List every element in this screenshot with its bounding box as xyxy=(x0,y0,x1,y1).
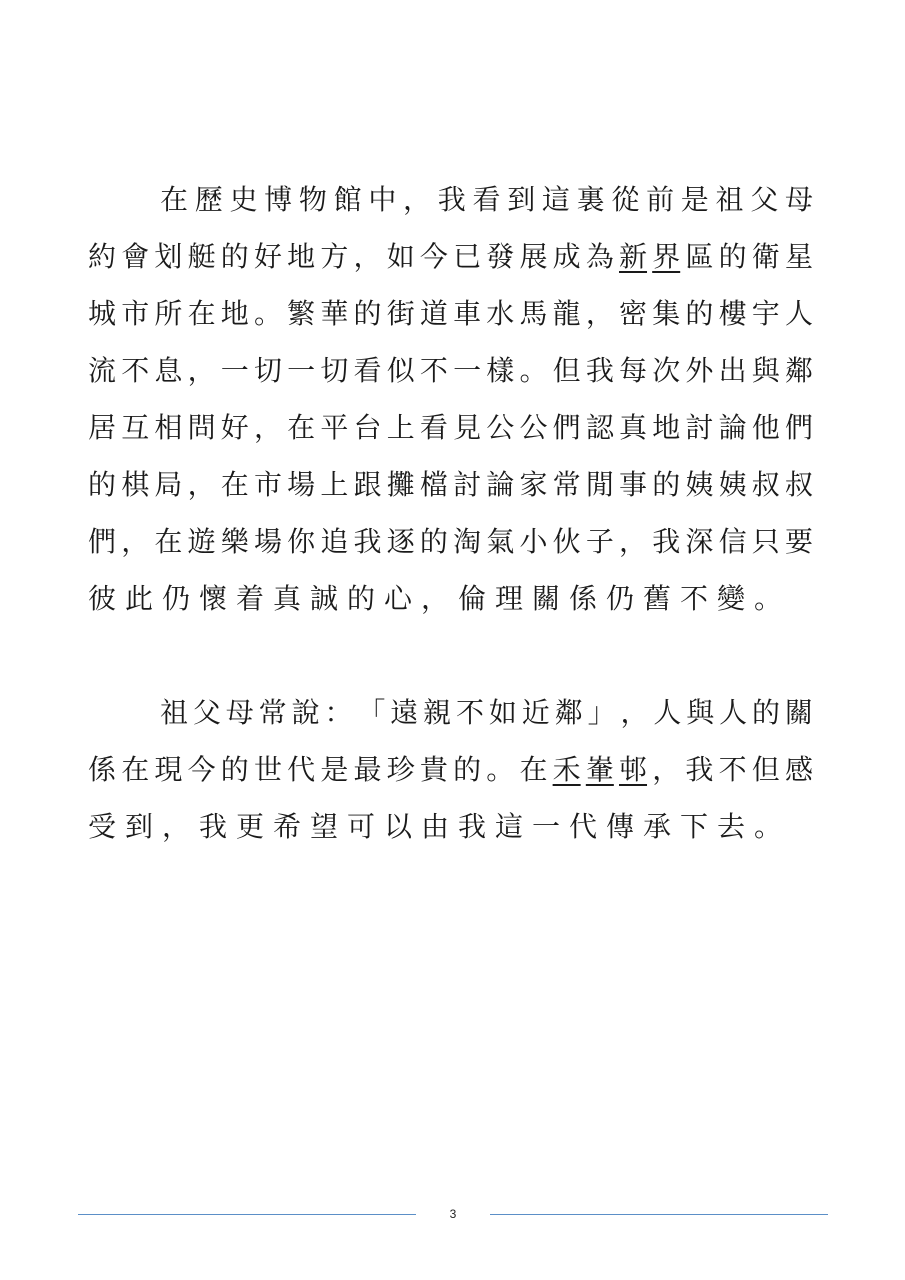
text-char: ， xyxy=(620,696,649,729)
paragraph-1-line-8 xyxy=(88,579,813,619)
text-char: 次 xyxy=(652,354,681,387)
text-char: 信 xyxy=(718,525,747,558)
text-char: 的 xyxy=(752,696,781,729)
text-char: 在 xyxy=(154,525,183,558)
text-char: 不 xyxy=(456,696,485,729)
text-char: 上 xyxy=(386,411,415,444)
text-char: 樂 xyxy=(220,525,249,558)
text-char: 逐 xyxy=(386,525,415,558)
text-char: 會 xyxy=(121,240,150,273)
text-char: 台 xyxy=(353,411,382,444)
text-char: 館 xyxy=(333,183,362,216)
text-char: 在 xyxy=(187,297,216,330)
text-char: 在 xyxy=(121,753,150,786)
text-char: 追 xyxy=(320,525,349,558)
text-char: ， xyxy=(121,525,150,558)
text-char: 前 xyxy=(646,183,675,216)
text-char: 裏 xyxy=(576,183,605,216)
text-char: 我 xyxy=(685,753,714,786)
text-char: 區 xyxy=(685,240,714,273)
underlined-place-name-char: 禾 xyxy=(552,753,581,786)
paragraph-2-line-1 xyxy=(160,693,813,733)
text-char: 似 xyxy=(386,354,415,387)
text-char: 華 xyxy=(320,297,349,330)
text-char: 的 xyxy=(353,297,382,330)
text-char: 只 xyxy=(751,525,780,558)
text-char: 看 xyxy=(472,183,501,216)
text-char: ， xyxy=(619,525,648,558)
text-char: 划 xyxy=(154,240,183,273)
text-char: 一 xyxy=(220,354,249,387)
text-char: ， xyxy=(187,354,216,387)
text-char: 檔 xyxy=(419,468,448,501)
text-char: 鄰 xyxy=(784,354,813,387)
text-char: 是 xyxy=(680,183,709,216)
text-char: 艇 xyxy=(187,240,216,273)
text-char: 們 xyxy=(784,411,813,444)
text-char: 地 xyxy=(220,297,249,330)
text-char: 如 xyxy=(386,240,415,273)
text-char: 人 xyxy=(653,696,682,729)
text-char: 相 xyxy=(154,411,183,444)
text-char: 棋 xyxy=(121,468,150,501)
text-char: 事 xyxy=(619,468,648,501)
text-char: 的 xyxy=(652,468,681,501)
text-char: 我 xyxy=(437,183,466,216)
text-char: 近 xyxy=(521,696,550,729)
text-char: 樣 xyxy=(486,354,515,387)
text-char: 在 xyxy=(160,183,189,216)
text-char: 小 xyxy=(519,525,548,558)
text-char: 道 xyxy=(419,297,448,330)
underlined-place-name-char: 新 xyxy=(619,240,648,273)
text-char: 姨 xyxy=(718,468,747,501)
text-char: ， xyxy=(353,240,382,273)
text-char: 叔 xyxy=(784,468,813,501)
paragraph-1-line-1 xyxy=(160,180,813,220)
text-char: 局 xyxy=(154,468,183,501)
text-char: 從 xyxy=(611,183,640,216)
text-char: 。 xyxy=(486,753,515,786)
text-char: 公 xyxy=(486,411,515,444)
text-char: 與 xyxy=(686,696,715,729)
text-char: 遊 xyxy=(187,525,216,558)
text-char: 最 xyxy=(353,753,382,786)
text-char: 一 xyxy=(287,354,316,387)
text-char: 居 xyxy=(88,411,117,444)
text-char: 密 xyxy=(619,297,648,330)
text-char: 平 xyxy=(320,411,349,444)
text-char: 說 xyxy=(291,696,320,729)
text-char: 代 xyxy=(287,753,316,786)
text-char: 我 xyxy=(353,525,382,558)
text-char: 貴 xyxy=(419,753,448,786)
text-char: 世 xyxy=(253,753,282,786)
text-char: 好 xyxy=(253,240,282,273)
text-char: 是 xyxy=(320,753,349,786)
text-char: 母 xyxy=(225,696,254,729)
text-char: 母 xyxy=(784,183,813,216)
text-char: 外 xyxy=(685,354,714,387)
text-char: 他 xyxy=(751,411,780,444)
text-char: 真 xyxy=(619,411,648,444)
text-char: 討 xyxy=(453,468,482,501)
text-char: 係 xyxy=(88,753,117,786)
text-char: 場 xyxy=(253,525,282,558)
text-char: 關 xyxy=(784,696,813,729)
text-char: 氣 xyxy=(486,525,515,558)
text-char: 不 xyxy=(121,354,150,387)
text-char: 但 xyxy=(552,354,581,387)
paragraph-1-line-2 xyxy=(88,237,813,277)
text-char: 今 xyxy=(419,240,448,273)
text-char: 馬 xyxy=(519,297,548,330)
text-char: 每 xyxy=(619,354,648,387)
text-char: 到 xyxy=(507,183,536,216)
text-char: 不 xyxy=(419,354,448,387)
paragraph-2-line-3 xyxy=(88,807,813,847)
text-char: 龍 xyxy=(552,297,581,330)
text-char: 論 xyxy=(718,411,747,444)
paragraph-1-line-3 xyxy=(88,294,813,334)
text-char: 我 xyxy=(652,525,681,558)
text-char: 公 xyxy=(519,411,548,444)
text-char: 今 xyxy=(187,753,216,786)
text-char: ： xyxy=(324,696,353,729)
text-char: 為 xyxy=(585,240,614,273)
text-char: 成 xyxy=(552,240,581,273)
text-char: 集 xyxy=(652,297,681,330)
text-char: 問 xyxy=(187,411,216,444)
text-char: 人 xyxy=(719,696,748,729)
text-char: 在 xyxy=(287,411,316,444)
text-char: 出 xyxy=(718,354,747,387)
text-char: 閒 xyxy=(585,468,614,501)
paragraph-2-line-2 xyxy=(88,750,813,790)
text-char: 地 xyxy=(287,240,316,273)
text-char: 的 xyxy=(685,297,714,330)
text-char: 地 xyxy=(652,411,681,444)
text-char: 攤 xyxy=(386,468,415,501)
text-char: ， xyxy=(585,297,614,330)
text-char: 看 xyxy=(353,354,382,387)
text-char: 現 xyxy=(154,753,183,786)
text-char: ， xyxy=(403,183,432,216)
text-char: 淘 xyxy=(453,525,482,558)
text-char: ， xyxy=(652,753,681,786)
text-char: 姨 xyxy=(685,468,714,501)
text-char: 們 xyxy=(88,525,117,558)
text-char: 深 xyxy=(685,525,714,558)
text-char: 發 xyxy=(486,240,515,273)
text-char: 不 xyxy=(718,753,747,786)
text-char: 父 xyxy=(192,696,221,729)
text-char: 人 xyxy=(784,297,813,330)
text-char: 認 xyxy=(585,411,614,444)
text-char: 約 xyxy=(88,240,117,273)
text-char: 父 xyxy=(750,183,779,216)
text-char: 這 xyxy=(541,183,570,216)
text-char: 歷 xyxy=(194,183,223,216)
text-char: 展 xyxy=(519,240,548,273)
paragraph-1-line-5 xyxy=(88,408,813,448)
text-char: 「 xyxy=(357,696,386,729)
text-char: 要 xyxy=(784,525,813,558)
paragraph-1-line-6 xyxy=(88,465,813,505)
text-char: 星 xyxy=(784,240,813,273)
text-char: 切 xyxy=(320,354,349,387)
text-char: 與 xyxy=(751,354,780,387)
text-char: ， xyxy=(187,468,216,501)
text-char: 們 xyxy=(552,411,581,444)
paragraph-1-line-8-text: 彼此仍懷着真誠的心，倫理關係仍舊不變。 xyxy=(88,582,792,615)
text-char: 史 xyxy=(229,183,258,216)
text-char: 互 xyxy=(121,411,150,444)
underlined-place-name-char: 邨 xyxy=(619,753,648,786)
text-char: 鄰 xyxy=(554,696,583,729)
text-char: 樓 xyxy=(718,297,747,330)
text-char: 水 xyxy=(486,297,515,330)
text-char: 叔 xyxy=(751,468,780,501)
paragraph-2-line-3-text: 受到，我更希望可以由我這一代傳承下去。 xyxy=(88,810,792,843)
text-char: 。 xyxy=(519,354,548,387)
text-char: 親 xyxy=(423,696,452,729)
text-char: 常 xyxy=(552,468,581,501)
text-char: 」 xyxy=(587,696,616,729)
text-char: 在 xyxy=(519,753,548,786)
text-char: 一 xyxy=(453,354,482,387)
text-char: 的 xyxy=(220,753,249,786)
text-char: 的 xyxy=(718,240,747,273)
text-char: 已 xyxy=(453,240,482,273)
text-char: 好 xyxy=(220,411,249,444)
text-char: 方 xyxy=(320,240,349,273)
text-char: 見 xyxy=(453,411,482,444)
text-char: 市 xyxy=(121,297,150,330)
text-char: 跟 xyxy=(353,468,382,501)
text-char: 的 xyxy=(453,753,482,786)
text-char: 切 xyxy=(253,354,282,387)
text-char: 我 xyxy=(585,354,614,387)
text-char: 伙 xyxy=(552,525,581,558)
text-char: 宇 xyxy=(751,297,780,330)
text-char: 息 xyxy=(154,354,183,387)
text-char: 的 xyxy=(220,240,249,273)
text-char: 珍 xyxy=(386,753,415,786)
underlined-place-name-char: 界 xyxy=(652,240,681,273)
text-char: 繁 xyxy=(287,297,316,330)
text-char: 衛 xyxy=(751,240,780,273)
text-char: 論 xyxy=(486,468,515,501)
text-char: 討 xyxy=(685,411,714,444)
text-char: 子 xyxy=(585,525,614,558)
text-char: 祖 xyxy=(715,183,744,216)
text-char: 上 xyxy=(320,468,349,501)
text-char: 如 xyxy=(488,696,517,729)
text-char: 車 xyxy=(453,297,482,330)
text-char: 場 xyxy=(287,468,316,501)
text-char: 所 xyxy=(154,297,183,330)
page-number: 3 xyxy=(449,1207,457,1221)
text-char: 你 xyxy=(287,525,316,558)
text-char: 的 xyxy=(88,468,117,501)
text-char: 遠 xyxy=(390,696,419,729)
footer-rule-right xyxy=(490,1214,828,1215)
text-char: 的 xyxy=(419,525,448,558)
text-char: 。 xyxy=(253,297,282,330)
text-char: 市 xyxy=(253,468,282,501)
text-char: 祖 xyxy=(160,696,189,729)
text-char: 但 xyxy=(751,753,780,786)
text-char: 常 xyxy=(258,696,287,729)
underlined-place-name-char: 輋 xyxy=(585,753,614,786)
text-char: 看 xyxy=(419,411,448,444)
text-char: 物 xyxy=(298,183,327,216)
text-char: 城 xyxy=(88,297,117,330)
text-char: 街 xyxy=(386,297,415,330)
text-char: 博 xyxy=(264,183,293,216)
paragraph-1-line-4 xyxy=(88,351,813,391)
text-char: ， xyxy=(253,411,282,444)
text-char: 流 xyxy=(88,354,117,387)
text-char: 在 xyxy=(220,468,249,501)
text-char: 中 xyxy=(368,183,397,216)
paragraph-1-line-7 xyxy=(88,522,813,562)
text-char: 家 xyxy=(519,468,548,501)
text-char: 感 xyxy=(784,753,813,786)
footer-rule-left xyxy=(78,1214,416,1215)
